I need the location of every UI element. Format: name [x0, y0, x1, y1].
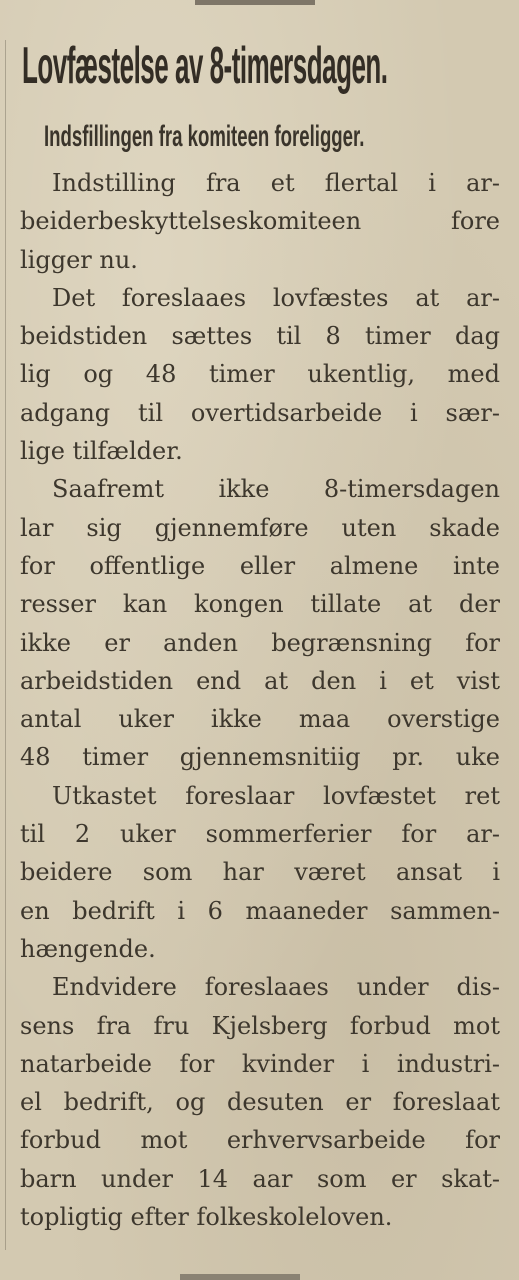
text-line: beiderbeskyttelseskomiteen fore	[20, 207, 500, 236]
text-line: Indstilling fra et flertal i ar-	[52, 169, 500, 197]
text-line: ligger nu.	[20, 245, 138, 274]
text-line: Det foreslaaes lovfæstes at ar-	[52, 283, 500, 312]
article-body	[20, 164, 500, 1236]
subheadline-text: Indsfillingen fra komiteen foreligger.	[44, 120, 365, 153]
text-line: til 2 uker sommerferier for ar-	[20, 820, 500, 849]
text-line: Endvidere foreslaaes under dis-	[52, 973, 500, 1002]
text-line: lig og 48 timer ukentlig, med	[20, 360, 500, 389]
text-line: beidere som har været ansat i	[20, 858, 500, 887]
text-line: forbud mot erhvervsarbeide for	[20, 1126, 500, 1155]
text-line: en bedrift i 6 maaneder sammen-	[20, 896, 500, 925]
top-rule	[195, 0, 315, 5]
text-line: natarbeide for kvinder i industri-	[20, 1049, 500, 1078]
text-line: beidstiden sættes til 8 timer dag	[20, 322, 500, 351]
headline-text: Lovfæstelse av 8-timersdagen.	[22, 37, 388, 95]
text-line: lar sig gjennemføre uten skade	[20, 513, 500, 542]
subheadline	[44, 114, 474, 160]
text-line: for offentlige eller almene inte	[20, 551, 500, 580]
text-line: Utkastet foreslaar lovfæstet ret	[52, 781, 500, 810]
text-line: 48 timer gjennemsnitiig pr. uke	[20, 743, 500, 772]
text-line: antal uker ikke maa overstige	[20, 705, 500, 734]
bottom-rule	[180, 1274, 300, 1280]
text-line: hængende.	[20, 934, 156, 963]
text-line: adgang til overtidsarbeide i sær-	[20, 398, 500, 427]
text-line: topligtig efter folkeskoleloven.	[20, 1203, 393, 1232]
text-line: lige tilfælder.	[20, 437, 183, 466]
text-line: ikke er anden begrænsning for	[20, 628, 500, 657]
headline	[22, 28, 502, 104]
text-line: el bedrift, og desuten er foreslaat	[20, 1088, 500, 1117]
text-line: resser kan kongen tillate at der	[20, 590, 500, 619]
text-line: arbeidstiden end at den i et vist	[20, 666, 500, 695]
text-line: sens fra fru Kjelsberg forbud mot	[20, 1011, 500, 1040]
column-edge	[5, 40, 6, 1250]
text-line: barn under 14 aar som er skat-	[20, 1164, 500, 1193]
text-line: Saafremt ikke 8-timersdagen	[52, 475, 500, 504]
